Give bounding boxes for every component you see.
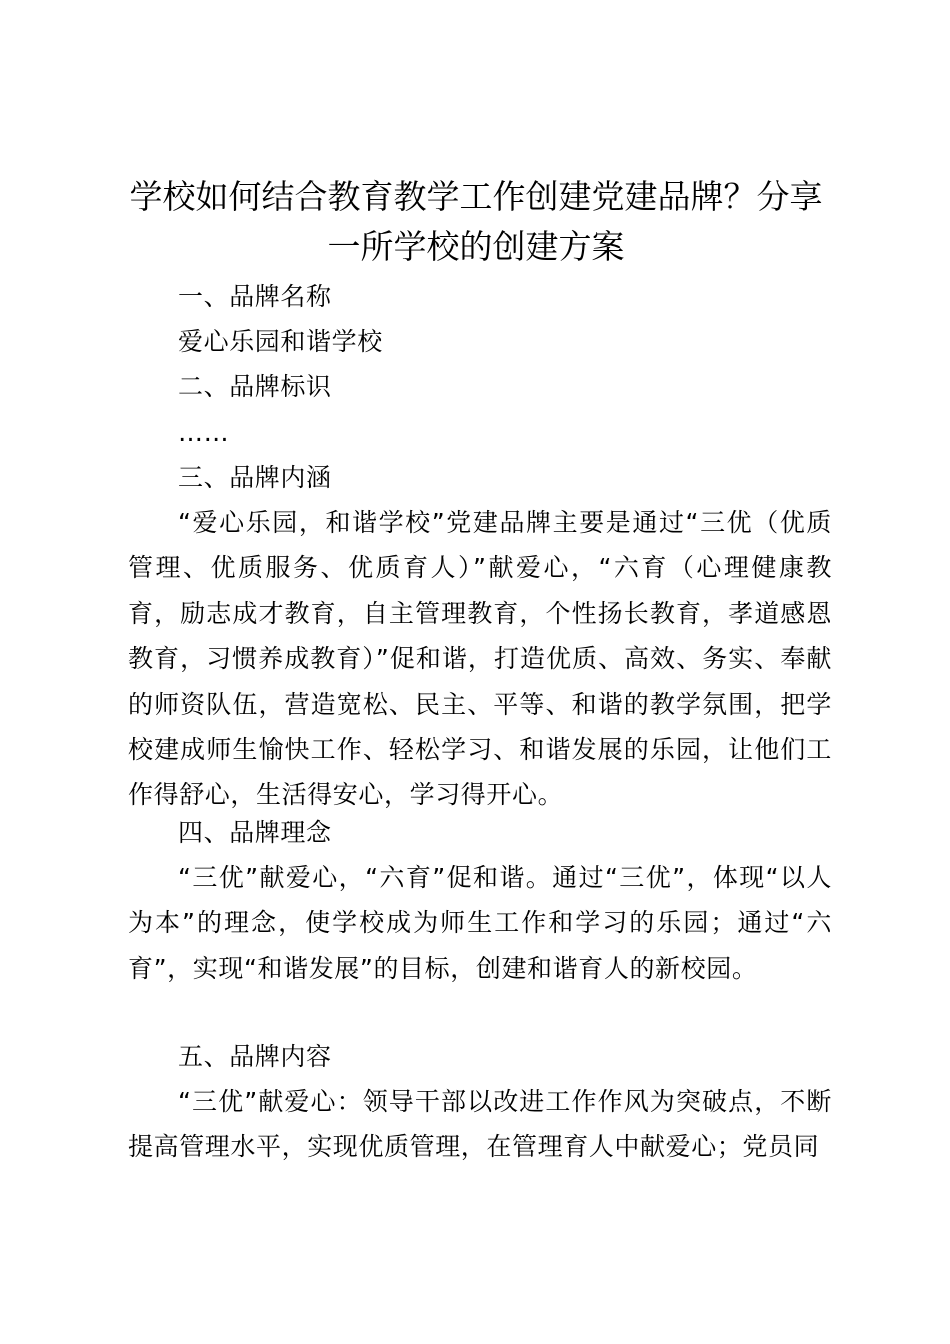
brand-content-paragraph: “三优”献爱心：领导干部以改进工作作风为突破点，不断提高管理水平，实现优质管理，在管理育人中献爱心；党员同: [128, 1087, 832, 1162]
brand-logo-ellipsis: ……: [178, 418, 230, 447]
document-title: 学校如何结合教育教学工作创建党建品牌？分享一所学校的创建方案: [129, 177, 823, 266]
section-heading-brand-connotation: 三、品牌内涵: [178, 463, 332, 492]
section-heading-brand-name: 一、品牌名称: [178, 282, 332, 311]
section-heading-brand-philosophy: 四、品牌理念: [178, 818, 332, 847]
section-heading-brand-logo: 二、品牌标识: [178, 372, 332, 401]
brand-connotation-paragraph: “爱心乐园，和谐学校”党建品牌主要是通过“三优（优质管理、优质服务、优质育人）”献爱心，“六育（心理健康教育，励志成才教育，自主管理教育，个性扬长教育，孝道感恩教育，习惯养成教育）”促和谐，打造优质、高效、务实、奉献的师资队伍，营造宽松、民主、平等、和谐的教学氛围，把学校建成师生愉快工作、轻松学习、和谐发展的乐园，让他们工作得舒心，生活得安心，学习得开心。: [128, 508, 832, 810]
brand-name-text: 爱心乐园和谐学校: [178, 327, 383, 356]
brand-philosophy-paragraph: “三优”献爱心，“六育”促和谐。通过“三优”，体现“以人为本”的理念，使学校成为师生工作和学习的乐园；通过“六育”，实现“和谐发展”的目标，创建和谐育人的新校园。: [128, 863, 832, 983]
section-heading-brand-content: 五、品牌内容: [178, 1042, 332, 1071]
